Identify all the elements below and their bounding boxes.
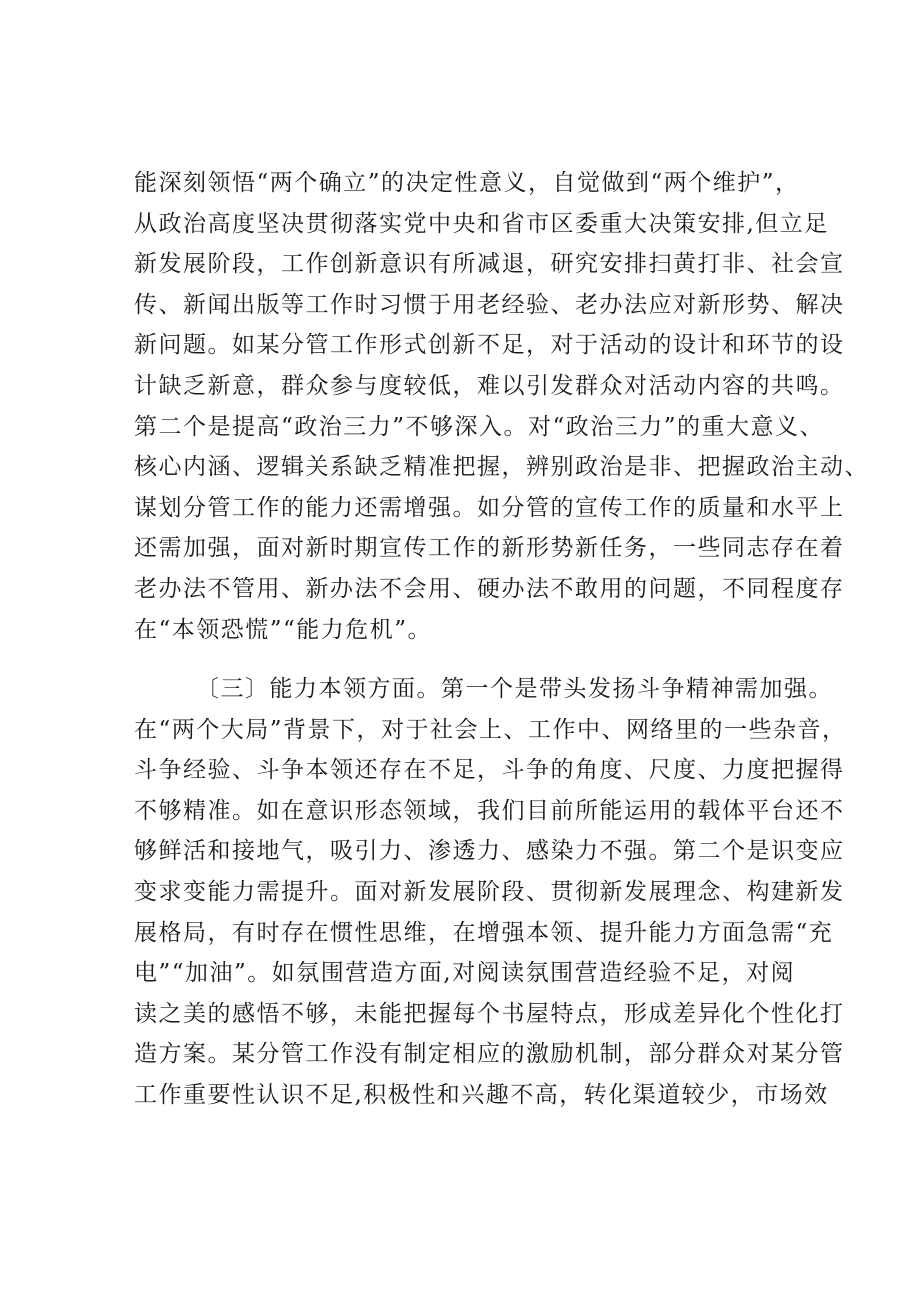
paragraph-political-ability (134, 163, 869, 650)
text-line: 能深刻领悟“两个确立”的决定性意义，自觉做到“两个维护”， (134, 170, 800, 196)
text-line: 还需加强，面对新时期宣传工作的新形势新任务，一些同志存在着 (134, 535, 845, 562)
text-line: 第二个是提高“政治三力”不够深入。对“政治三力”的重大意义、 (134, 413, 825, 440)
text-line: 读之美的感悟不够，未能把握每个书屋特点，形成差异化个性化打 (134, 1000, 845, 1027)
text-line: 电”“加油”。如氛围营造方面,对阅读氛围营造经验不足，对阅 (134, 960, 796, 987)
text-line: 工作重要性认识不足,积极性和兴趣不高，转化渠道较少，市场效 (134, 1081, 829, 1108)
text-line: 斗争经验、斗争本领还存在不足，斗争的角度、尺度、力度把握得 (134, 757, 845, 784)
text-line: 计缺乏新意，群众参与度较低，难以引发群众对活动内容的共鸣。 (134, 372, 845, 399)
text-line: 在“两个大局”背景下，对于社会上、工作中、网络里的一些杂音， (134, 716, 847, 743)
text-line: 传、新闻出版等工作时习惯于用老经验、老办法应对新形势、解决 (134, 291, 845, 318)
text-line: 造方案。某分管工作没有制定相应的激励机制，部分群众对某分管 (134, 1041, 845, 1068)
text-line: 展格局，有时存在惯性思维，在增强本领、提升能力方面急需“充 (134, 919, 834, 946)
text-line: 从政治高度坚决贯彻落实党中央和省市区委重大决策安排,但立足 (134, 210, 829, 237)
text-line: 核心内涵、逻辑关系缺乏精准把握，辨别政治是非、把握政治主动、 (134, 454, 869, 481)
text-line: 新问题。如某分管工作形式创新不足，对于活动的设计和环节的设 (134, 332, 845, 359)
text-line: 不够精准。如在意识形态领域，我们目前所能运用的载体平台还不 (134, 797, 845, 824)
text-line: 够鲜活和接地气，吸引力、渗透力、感染力不强。第二个是识变应 (134, 838, 845, 865)
text-line: 新发展阶段，工作创新意识有所减退，研究安排扫黄打非、社会宣 (134, 251, 845, 278)
section-heading-line: 〔三〕能力本领方面。第一个是带头发扬斗争精神需加强。 (196, 676, 833, 702)
text-line: 老办法不管用、新办法不会用、硬办法不敢用的问题，不同程度存 (134, 575, 845, 602)
text-line: 谋划分管工作的能力还需增强。如分管的宣传工作的质量和水平上 (134, 494, 845, 521)
text-line: 变求变能力需提升。面对新发展阶段、贯彻新发展理念、构建新发 (134, 878, 845, 905)
text-line: 在“本领恐慌”“能力危机”。 (134, 616, 433, 643)
paragraph-capability (134, 669, 847, 1116)
